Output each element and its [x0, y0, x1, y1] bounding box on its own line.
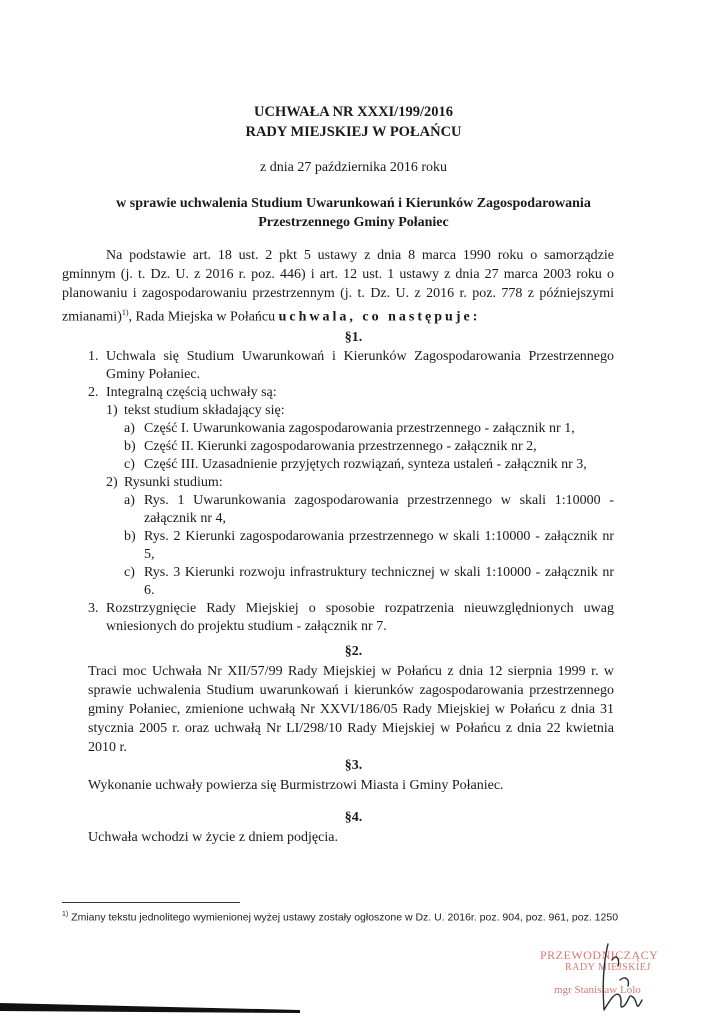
- footnote-text: Zmiany tekstu jednolitego wymienionej wyżej ustawy zostały ogłoszone w Dz. U. 2016r. poz. 904, poz. 961, poz. 1250: [68, 911, 619, 924]
- list-item-text: Rys. 1 Uwarunkowania zagospodarowania przestrzennego w skali 1:10000 - załącznik nr 4,: [144, 493, 614, 526]
- resolution-subject: [90, 194, 617, 232]
- legal-basis-council: , Rada Miejska w Połańcu: [128, 309, 279, 325]
- list-item-text: Część III. Uzasadnienie przyjętych rozwiązań, synteza ustaleń - załącznik nr 3,: [144, 457, 587, 472]
- list-item-number: a): [124, 421, 135, 436]
- list-item-text: Rys. 3 Kierunki rozwoju infrastruktury technicznej w skali 1:10000 - załącznik nr 6.: [144, 565, 614, 598]
- footnote-separator: [62, 902, 240, 903]
- section-2-text: Traci moc Uchwała Nr XII/57/99 Rady Miejskiej w Połańcu z dnia 12 sierpnia 1999 r. w sprawie uchwalenia Studium uwarunkowań i kierunków zagospodarowania przestrzennego gminy Połaniec, zmienione uchwałą Nr XXVI/186/05 Rady Miejskiej w Połańcu z dnia 31 stycznia 2005 r. oraz uchwałą Nr LI/298/10 Rady Miejskiej w Połańcu z dnia 22 kwietnia 2010 r.: [88, 664, 614, 755]
- list-item-text: Część II. Kierunki zagospodarowania przestrzennego - załącznik nr 2,: [144, 439, 537, 454]
- resolution-date: z dnia 27 października 2016 roku: [260, 160, 447, 175]
- subject-line-2: Przestrzennego Gminy Połaniec: [258, 215, 449, 230]
- stamp-title: PRZEWODNICZĄCY: [540, 948, 659, 962]
- resolution-title: UCHWAŁA NR XXXI/199/2016: [254, 104, 453, 120]
- enacting-formula: uchwala, co następuje:: [278, 309, 481, 325]
- handwritten-signature: [590, 940, 650, 1020]
- list-item-number: b): [124, 439, 136, 454]
- list-item-number: c): [124, 457, 135, 472]
- list-item-number: 2.: [88, 385, 99, 400]
- list-item-text: Część I. Uwarunkowania zagospodarowania przestrzennego - załącznik nr 1,: [144, 421, 575, 436]
- section-2-heading: §2.: [344, 644, 363, 659]
- stamp-name: mgr Stanisław Lolo: [554, 984, 641, 996]
- section-3-text: Wykonanie uchwały powierza się Burmistrzowi Miasta i Gminy Połaniec.: [88, 778, 504, 793]
- list-item-text: Integralną częścią uchwały są:: [106, 385, 277, 400]
- list-item-number: 1): [106, 403, 118, 418]
- list-item-number: a): [124, 493, 135, 508]
- list-item-text: tekst studium składający się:: [124, 403, 285, 418]
- footnote-reference: 1): [121, 308, 129, 317]
- list-item-number: 1.: [88, 349, 99, 364]
- section-1-heading: §1.: [344, 330, 363, 345]
- list-item-text: Rozstrzygnięcie Rady Miejskiej o sposobie rozpatrzenia nieuwzględnionych uwag wniesionych do projektu studium - załącznik nr 7.: [106, 601, 614, 634]
- section-4-text: Uchwała wchodzi w życie z dniem podjęcia.: [88, 830, 338, 845]
- stamp-council: RADY MIEJSKIEJ: [565, 962, 651, 973]
- subject-line-1: w sprawie uchwalenia Studium Uwarunkowań i Kierunków Zagospodarowania: [116, 196, 591, 211]
- list-item-number: c): [124, 565, 135, 580]
- section-3-heading: §3.: [344, 758, 363, 773]
- footnote: [62, 908, 622, 925]
- legal-basis-text: Na podstawie art. 18 ust. 2 pkt 5 ustawy z dnia 8 marca 1990 roku o samorządzie gminnym (j. t. Dz. U. z 2016 r. poz. 446) i art. 12 ust. 1 ustawy z dnia 27 marca 2003 roku o planowaniu i zagospodarowaniu przestrzennym (j. t. Dz. U. z 2016 r. poz. 778 z późniejszymi zmianami): [62, 248, 614, 325]
- scan-edge-mark: [0, 1001, 300, 1015]
- list-item-number: 2): [106, 475, 118, 490]
- council-name: RADY MIEJSKIEJ W POŁAŃCU: [245, 124, 462, 140]
- list-item-number: 3.: [88, 601, 99, 616]
- list-item-text: Rysunki studium:: [124, 475, 223, 490]
- list-item-number: b): [124, 529, 136, 544]
- footnote-marker: 1): [62, 911, 69, 918]
- list-item-text: Rys. 2 Kierunki zagospodarowania przestrzennego w skali 1:10000 - załącznik nr 5,: [144, 529, 614, 562]
- legal-basis-paragraph: [62, 246, 614, 327]
- section-4-heading: §4.: [344, 810, 363, 825]
- list-item-text: Uchwala się Studium Uwarunkowań i Kierunków Zagospodarowania Przestrzennego Gminy Połaniec.: [106, 349, 614, 382]
